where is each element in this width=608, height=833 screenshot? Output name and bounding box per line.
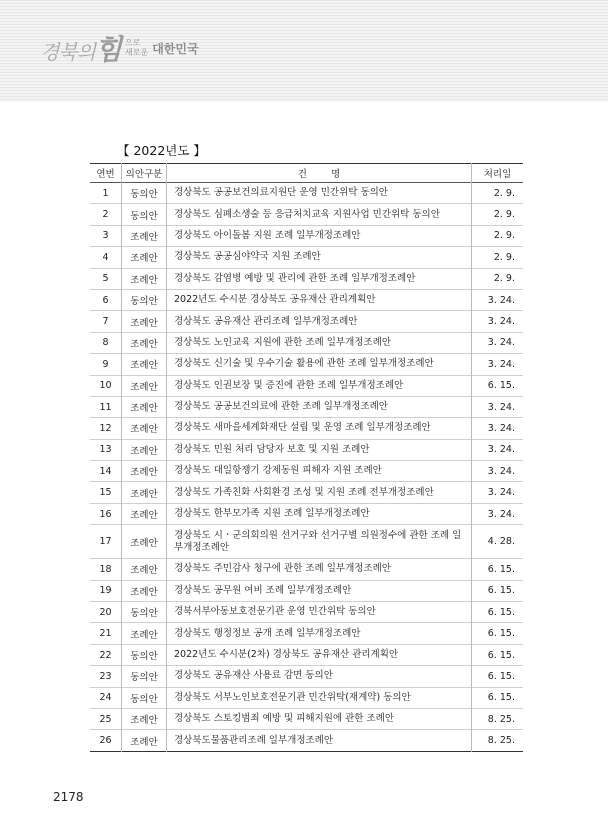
- row-date: 2. 9.: [472, 247, 524, 268]
- row-date: 3. 24.: [472, 354, 524, 375]
- row-date: 3. 24.: [472, 482, 524, 503]
- row-title: 경상북도 심폐소생술 등 응급처치교육 지원사업 민간위탁 동의안: [167, 204, 472, 225]
- table-row: [90, 666, 523, 687]
- row-title: 경상북도 스토킹범죄 예방 및 피해지원에 관한 조례안: [167, 708, 472, 729]
- row-number: 22: [99, 649, 112, 661]
- table-row: [90, 708, 523, 729]
- row-type: 동의안: [122, 644, 167, 665]
- table-row: [90, 225, 523, 246]
- row-number: 13: [99, 444, 112, 456]
- row-date: 8. 25.: [472, 730, 524, 751]
- row-type: 동의안: [122, 687, 167, 708]
- table-row: [90, 687, 523, 708]
- row-date: 6. 15.: [472, 602, 524, 623]
- table-row: [90, 183, 523, 204]
- row-title: 경상북도 아이돌봄 지원 조례 일부개정조례안: [167, 225, 472, 246]
- row-type: 조례안: [122, 559, 167, 580]
- row-number: 6: [102, 294, 109, 306]
- brand-logo-text: [40, 28, 121, 68]
- row-date: 2. 9.: [472, 204, 524, 225]
- table-row: [90, 439, 523, 460]
- page-number: 2178: [53, 790, 84, 804]
- row-date: 4. 28.: [472, 525, 524, 559]
- table-row: [90, 461, 523, 482]
- row-type: 조례안: [122, 730, 167, 751]
- row-type: 조례안: [122, 580, 167, 601]
- row-number: 15: [99, 487, 112, 499]
- row-number: 5: [102, 273, 109, 285]
- row-title: 경상북도 노인교육 지원에 관한 조례 일부개정조례안: [167, 332, 472, 353]
- row-date: 2. 9.: [472, 183, 524, 204]
- row-title: 경상북도 공공보건의료에 관한 조례 일부개정조례안: [167, 396, 472, 417]
- row-title: 경상북도 시ㆍ군의회의원 선거구와 선거구별 의원정수에 관한 조례 일부개정조례안: [167, 525, 472, 559]
- row-date: 3. 24.: [472, 503, 524, 524]
- row-type: 조례안: [122, 268, 167, 289]
- row-number: 26: [99, 735, 112, 747]
- row-type: 조례안: [122, 311, 167, 332]
- row-type: 동의안: [122, 666, 167, 687]
- row-number: 11: [99, 401, 112, 413]
- row-type: 조례안: [122, 708, 167, 729]
- table-row: [90, 644, 523, 665]
- row-type: 조례안: [122, 503, 167, 524]
- row-number: 21: [99, 628, 112, 640]
- row-type: 동의안: [122, 602, 167, 623]
- row-title: 경상북도 공무원 여비 조례 일부개정조례안: [167, 580, 472, 601]
- table-row: [90, 525, 523, 559]
- row-type: 동의안: [122, 289, 167, 310]
- row-number: 19: [99, 585, 112, 597]
- brand-logo-part-b: 의: [76, 40, 95, 64]
- row-number: 24: [99, 692, 112, 704]
- row-number: 23: [99, 670, 112, 682]
- row-number: 2: [102, 209, 109, 221]
- table-row: [90, 354, 523, 375]
- row-date: 2. 9.: [472, 268, 524, 289]
- row-date: 3. 24.: [472, 418, 524, 439]
- row-type: 조례안: [122, 482, 167, 503]
- row-title: 경상북도 새마을세계화재단 설립 및 운영 조례 일부개정조례안: [167, 418, 472, 439]
- table-row: [90, 482, 523, 503]
- table-row: [90, 396, 523, 417]
- row-date: 6. 15.: [472, 559, 524, 580]
- header-date: 처리일: [472, 164, 524, 183]
- row-date: 3. 24.: [472, 439, 524, 460]
- row-type: 조례안: [122, 461, 167, 482]
- table-row: [90, 418, 523, 439]
- row-type: 조례안: [122, 623, 167, 644]
- row-type: 동의안: [122, 183, 167, 204]
- table-body: [90, 183, 523, 752]
- brand-logo-part-a: 경북: [40, 40, 77, 64]
- row-title: 경상북도 공공보건의료지원단 운영 민간위탁 동의안: [167, 183, 472, 204]
- table-row: [90, 730, 523, 751]
- row-date: 3. 24.: [472, 311, 524, 332]
- row-number: 18: [99, 563, 112, 575]
- table-row: [90, 503, 523, 524]
- row-type: 조례안: [122, 396, 167, 417]
- row-type: 조례안: [122, 418, 167, 439]
- table-row: [90, 247, 523, 268]
- row-number: 17: [99, 536, 112, 548]
- brand-subtitle-line-1: 으로: [125, 38, 141, 47]
- row-title: 경상북도 행정정보 공개 조례 일부개정조례안: [167, 623, 472, 644]
- table-row: [90, 623, 523, 644]
- row-number: 12: [99, 422, 112, 434]
- row-title: 경상북도 가족친화 사회환경 조성 및 지원 조례 전부개정조례안: [167, 482, 472, 503]
- row-date: 2. 9.: [472, 225, 524, 246]
- row-type: 조례안: [122, 225, 167, 246]
- row-title: 경상북도 주민감사 청구에 관한 조례 일부개정조례안: [167, 559, 472, 580]
- row-title: 2022년도 수시분 경상북도 공유재산 관리계획안: [167, 289, 472, 310]
- row-title: 경상북도 인권보장 및 증진에 관한 조례 일부개정조례안: [167, 375, 472, 396]
- row-title: 경상북도물품관리조례 일부개정조례안: [167, 730, 472, 751]
- row-title: 경상북도 신기술 및 우수기술 활용에 관한 조례 일부개정조례안: [167, 354, 472, 375]
- row-number: 8: [102, 337, 109, 349]
- row-type: 조례안: [122, 525, 167, 559]
- header-title: 건 명: [167, 164, 472, 183]
- row-title: 경상북도 민원 처리 담당자 보호 및 지원 조례안: [167, 439, 472, 460]
- row-number: 1: [102, 187, 109, 199]
- brand-logo-part-c: 힘: [94, 33, 122, 66]
- row-date: 6. 15.: [472, 580, 524, 601]
- row-number: 16: [99, 508, 112, 520]
- row-number: 9: [102, 358, 109, 370]
- row-type: 조례안: [122, 375, 167, 396]
- row-date: 3. 24.: [472, 332, 524, 353]
- table-row: [90, 311, 523, 332]
- row-date: 6. 15.: [472, 375, 524, 396]
- row-number: 3: [102, 230, 109, 242]
- row-type: 조례안: [122, 354, 167, 375]
- row-number: 14: [99, 465, 112, 477]
- row-type: 조례안: [122, 247, 167, 268]
- table-row: [90, 289, 523, 310]
- row-date: 8. 25.: [472, 708, 524, 729]
- row-date: 6. 15.: [472, 687, 524, 708]
- row-title: 경상북도 서부노인보호전문기관 민간위탁(재계약) 동의안: [167, 687, 472, 708]
- row-title: 경북서부아동보호전문기관 운영 민간위탁 동의안: [167, 602, 472, 623]
- row-number: 25: [99, 713, 112, 725]
- row-type: 동의안: [122, 204, 167, 225]
- bill-table: [90, 163, 523, 752]
- brand-main-text: 대한민국: [152, 41, 199, 56]
- row-date: 6. 15.: [472, 644, 524, 665]
- table-row: [90, 375, 523, 396]
- row-title: 경상북도 감염병 예방 및 관리에 관한 조례 일부개정조례안: [167, 268, 472, 289]
- row-date: 6. 15.: [472, 623, 524, 644]
- row-type: 조례안: [122, 439, 167, 460]
- table-row: [90, 332, 523, 353]
- table-row: [90, 268, 523, 289]
- row-title: 경상북도 대일항쟁기 강제동원 피해자 지원 조례안: [167, 461, 472, 482]
- brand-subtitle: [125, 38, 148, 58]
- table-row: [90, 602, 523, 623]
- table-header-row: [90, 164, 523, 183]
- row-title: 2022년도 수시분(2차) 경상북도 공유재산 관리계획안: [167, 644, 472, 665]
- row-date: 3. 24.: [472, 461, 524, 482]
- table-row: [90, 204, 523, 225]
- brand-logo: [40, 28, 199, 68]
- table-row: [90, 559, 523, 580]
- brand-subtitle-line-2: 새로운: [125, 48, 149, 57]
- row-date: 6. 15.: [472, 666, 524, 687]
- row-type: 조례안: [122, 332, 167, 353]
- section-title: 【 2022년도 】: [117, 143, 206, 158]
- row-date: 3. 24.: [472, 289, 524, 310]
- row-date: 3. 24.: [472, 396, 524, 417]
- row-title: 경상북도 공공심야약국 지원 조례안: [167, 247, 472, 268]
- row-number: 4: [102, 251, 109, 263]
- row-title: 경상북도 한부모가족 지원 조례 일부개정조례안: [167, 503, 472, 524]
- header-type: 의안구분: [122, 164, 167, 183]
- row-title: 경상북도 공유재산 관리조례 일부개정조례안: [167, 311, 472, 332]
- row-number: 7: [102, 316, 109, 328]
- row-title: 경상북도 공유재산 사용료 감면 동의안: [167, 666, 472, 687]
- row-number: 20: [99, 606, 112, 618]
- table-row: [90, 580, 523, 601]
- header-no: 연번: [96, 169, 115, 180]
- row-number: 10: [99, 380, 112, 392]
